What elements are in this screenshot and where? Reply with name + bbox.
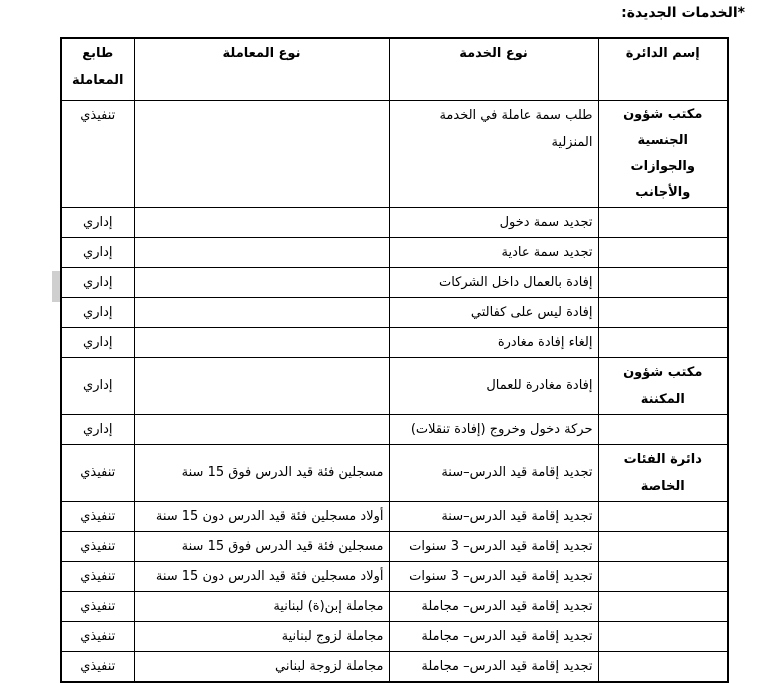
table-row xyxy=(61,531,728,561)
table-row xyxy=(61,651,728,682)
service-cell: تجديد إقامة قيد الدرس– 3 سنوات xyxy=(389,561,598,591)
transaction-cell: أولاد مسجلين فئة قيد الدرس دون 15 سنة xyxy=(134,561,389,591)
stamp-cell: تنفيذي xyxy=(61,531,134,561)
service-cell: طلب سمة عاملة في الخدمة المنزلية xyxy=(389,100,598,207)
transaction-cell xyxy=(134,357,389,414)
service-cell: حركة دخول وخروج (إفادة تنقلات) xyxy=(389,414,598,444)
transaction-cell xyxy=(134,237,389,267)
stamp-cell: إداري xyxy=(61,267,134,297)
table-row xyxy=(61,591,728,621)
table-row xyxy=(61,357,728,414)
header-service: نوع الخدمة xyxy=(389,38,598,100)
stamp-cell: تنفيذي xyxy=(61,591,134,621)
transaction-cell: مسجلين فئة قيد الدرس فوق 15 سنة xyxy=(134,444,389,501)
department-cell xyxy=(598,297,728,327)
table-body xyxy=(61,100,728,682)
header-department: إسم الدائرة xyxy=(598,38,728,100)
stamp-cell: تنفيذي xyxy=(61,561,134,591)
department-cell: مكتب شؤون الجنسية والجوازات والأجانب xyxy=(598,100,728,207)
department-cell xyxy=(598,267,728,297)
transaction-cell: مسجلين فئة قيد الدرس فوق 15 سنة xyxy=(134,531,389,561)
service-cell: تجديد إقامة قيد الدرس– مجاملة xyxy=(389,651,598,682)
department-cell: دائرة الفئات الخاصة xyxy=(598,444,728,501)
stamp-cell: تنفيذي xyxy=(61,501,134,531)
services-table-container xyxy=(60,37,729,683)
department-cell xyxy=(598,501,728,531)
table-row xyxy=(61,501,728,531)
department-cell xyxy=(598,207,728,237)
table-row xyxy=(61,414,728,444)
transaction-cell: مجاملة لزوجة لبناني xyxy=(134,651,389,682)
service-cell: إفادة بالعمال داخل الشركات xyxy=(389,267,598,297)
service-cell: إفادة ليس على كفالتي xyxy=(389,297,598,327)
department-cell xyxy=(598,561,728,591)
transaction-cell xyxy=(134,207,389,237)
department-cell xyxy=(598,531,728,561)
stamp-cell: إداري xyxy=(61,207,134,237)
department-cell xyxy=(598,591,728,621)
service-cell: تجديد إقامة قيد الدرس– 3 سنوات xyxy=(389,531,598,561)
table-row xyxy=(61,444,728,501)
service-cell: تجديد إقامة قيد الدرس–سنة xyxy=(389,444,598,501)
stamp-cell: تنفيذي xyxy=(61,621,134,651)
stamp-cell: إداري xyxy=(61,237,134,267)
stamp-cell: إداري xyxy=(61,297,134,327)
stamp-cell: إداري xyxy=(61,327,134,357)
header-stamp: طابع المعاملة xyxy=(61,38,134,100)
stamp-cell: تنفيذي xyxy=(61,444,134,501)
stamp-cell: إداري xyxy=(61,357,134,414)
transaction-cell: مجاملة لزوج لبنانية xyxy=(134,621,389,651)
table-row xyxy=(61,327,728,357)
service-cell: إفادة مغادرة للعمال xyxy=(389,357,598,414)
table-row xyxy=(61,207,728,237)
services-table xyxy=(60,37,729,683)
stamp-cell: تنفيذي xyxy=(61,651,134,682)
service-cell: تجديد سمة دخول xyxy=(389,207,598,237)
transaction-cell xyxy=(134,327,389,357)
department-cell xyxy=(598,327,728,357)
service-cell: تجديد إقامة قيد الدرس– مجاملة xyxy=(389,621,598,651)
stamp-cell: إداري xyxy=(61,414,134,444)
header-transaction: نوع المعاملة xyxy=(134,38,389,100)
table-row xyxy=(61,621,728,651)
service-cell: تجديد سمة عادية xyxy=(389,237,598,267)
transaction-cell xyxy=(134,267,389,297)
transaction-cell xyxy=(134,297,389,327)
department-cell xyxy=(598,237,728,267)
transaction-cell: أولاد مسجلين فئة قيد الدرس دون 15 سنة xyxy=(134,501,389,531)
department-cell xyxy=(598,414,728,444)
table-row xyxy=(61,297,728,327)
service-cell: إلغاء إفادة مغادرة xyxy=(389,327,598,357)
transaction-cell xyxy=(134,414,389,444)
table-row xyxy=(61,561,728,591)
table-row xyxy=(61,237,728,267)
header-row xyxy=(61,38,728,100)
department-cell xyxy=(598,651,728,682)
stamp-cell: تنفيذي xyxy=(61,100,134,207)
table-row xyxy=(61,267,728,297)
table-header xyxy=(61,38,728,100)
service-cell: تجديد إقامة قيد الدرس– مجاملة xyxy=(389,591,598,621)
department-cell: مكتب شؤون المكننة xyxy=(598,357,728,414)
transaction-cell: مجاملة إبن(ة) لبنانية xyxy=(134,591,389,621)
department-cell xyxy=(598,621,728,651)
service-cell: تجديد إقامة قيد الدرس–سنة xyxy=(389,501,598,531)
transaction-cell xyxy=(134,100,389,207)
table-row xyxy=(61,100,728,207)
page-title: *الخدمات الجديدة: xyxy=(621,5,745,21)
